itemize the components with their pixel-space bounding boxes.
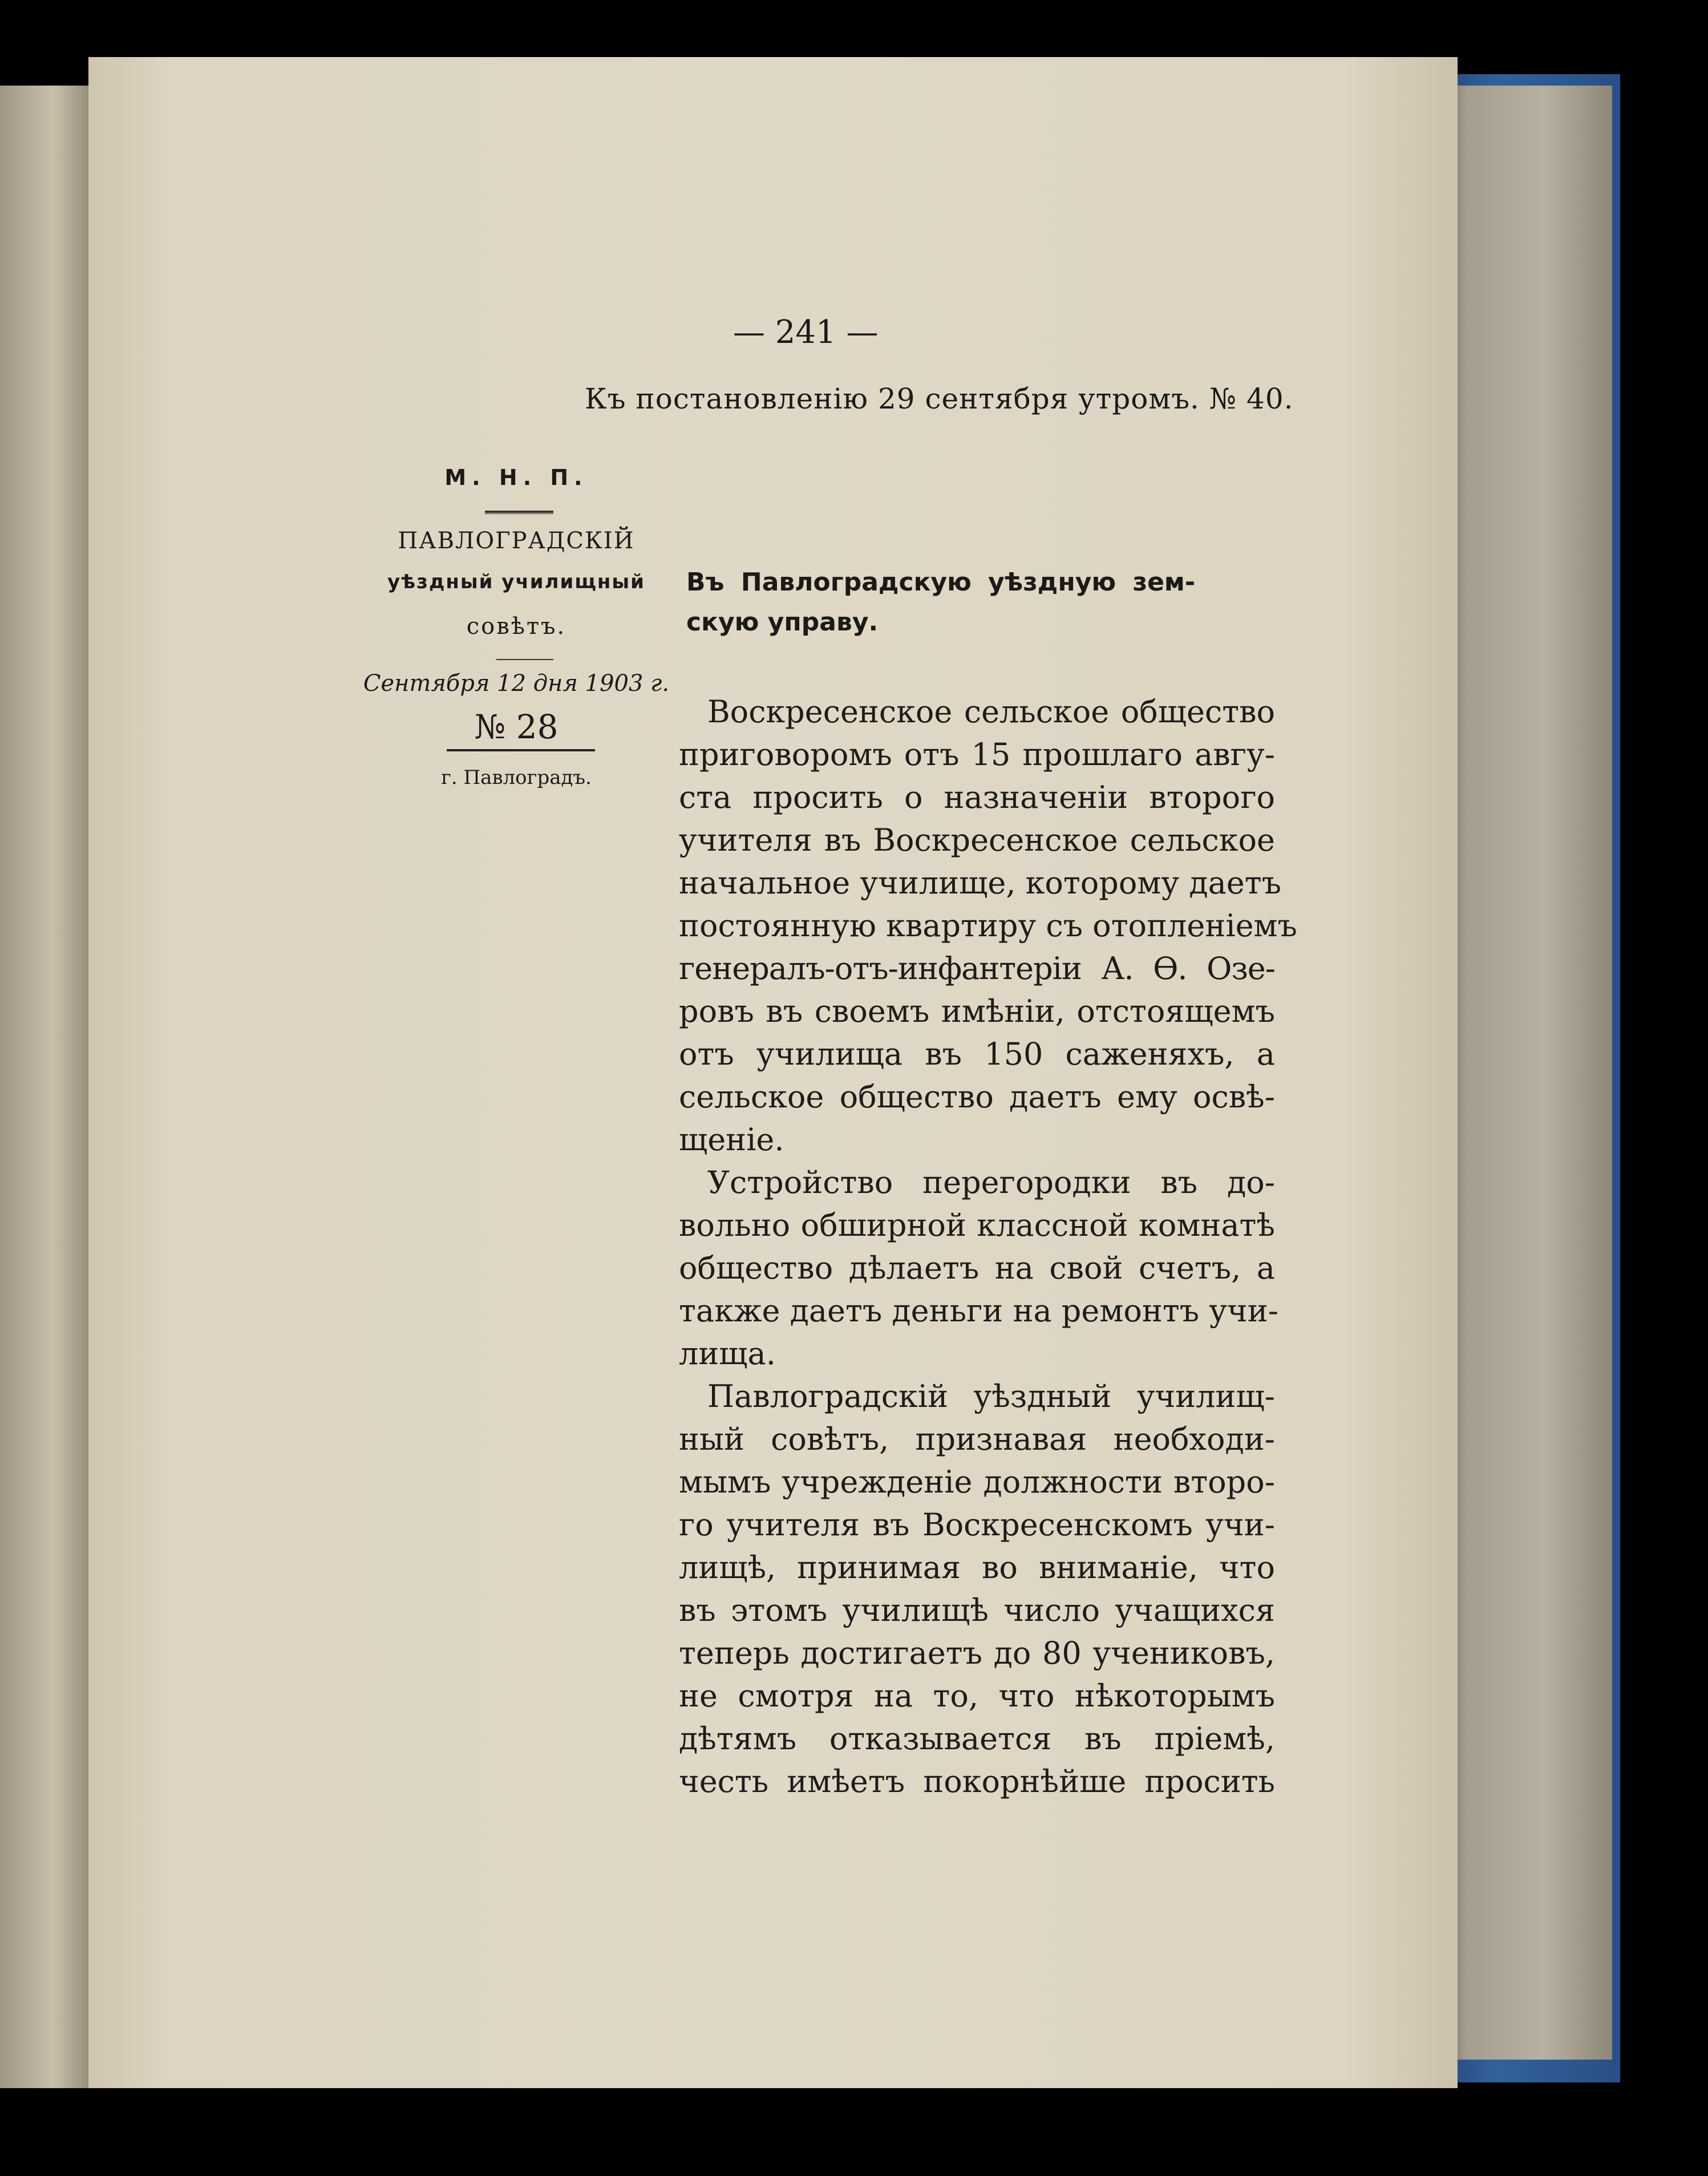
body-line: также даетъ деньги на ремонтъ учи- [679,1293,1278,1329]
body-line: сельское общество даетъ ему освѣ- [679,1079,1275,1115]
addressee-line2: скую управу. [686,608,879,637]
page-number: — 241 — [733,314,879,351]
body-line: ста просить о назначеніи второго [679,779,1275,815]
divider [496,659,553,660]
ministry-abbrev: М. Н. П. [444,465,588,490]
body-line: Устройство перегородки въ до- [707,1164,1275,1200]
body-line: вольно обширной классной комнатѣ [679,1207,1275,1243]
body-line: отъ училища въ 150 саженяхъ, а [679,1036,1275,1072]
body-line: теперь достигаетъ до 80 учениковъ, [679,1635,1275,1671]
body-line: приговоромъ отъ 15 прошлаго авгу- [679,737,1275,772]
body-line: генералъ-отъ-инфантеріи А. Ѳ. Озе- [679,951,1275,986]
page-edges [1438,86,1612,2060]
body-line: щеніе. [679,1122,784,1158]
council-name-line2: уѣздный училищный [387,571,645,593]
body-line: общество дѣлаетъ на свой счетъ, а [679,1250,1275,1286]
council-name-line1: ПАВЛОГРАДСКІЙ [398,528,635,554]
body-line: Павлоградскій уѣздный училищ- [707,1378,1275,1414]
body-line: дѣтямъ отказывается въ пріемѣ, [679,1721,1275,1757]
document-number: № 28 [474,707,558,746]
council-name-line3: совѣтъ. [466,613,566,640]
body-line: честь имѣетъ покорнѣйше просить [679,1764,1275,1799]
divider [447,749,595,751]
document-date: Сентября 12 дня 1903 г. [363,670,670,697]
body-line: не смотря на то, что нѣкоторымъ [679,1678,1275,1714]
body-line: въ этомъ училищѣ число учащихся [679,1592,1275,1628]
body-line: учителя въ Воскресенское сельское [679,822,1275,858]
body-line: лищѣ, принимая во вниманіе, что [679,1550,1275,1586]
body-line: постоянную квартиру съ отопленіемъ [679,908,1297,944]
divider [485,511,553,514]
resolution-reference: Къ постановленію 29 сентября утромъ. № 40. [585,382,1294,415]
addressee-line1: Въ Павлоградскую уѣздную зем- [686,568,1196,597]
body-line: го учителя въ Воскресенскомъ учи- [679,1507,1275,1543]
body-line: мымъ учрежденіе должности второ- [679,1464,1275,1500]
left-page-edge [0,86,97,2088]
document-page [88,57,1458,2088]
city: г. Павлоградъ. [441,766,592,789]
body-line: ровъ въ своемъ имѣніи, отстоящемъ [679,993,1275,1029]
body-line: начальное училище, которому даетъ [679,865,1281,901]
body-line: ный совѣтъ, признавая необходи- [679,1421,1275,1457]
body-line: Воскресенское сельское общество [707,694,1275,730]
body-line: лища. [679,1336,776,1372]
